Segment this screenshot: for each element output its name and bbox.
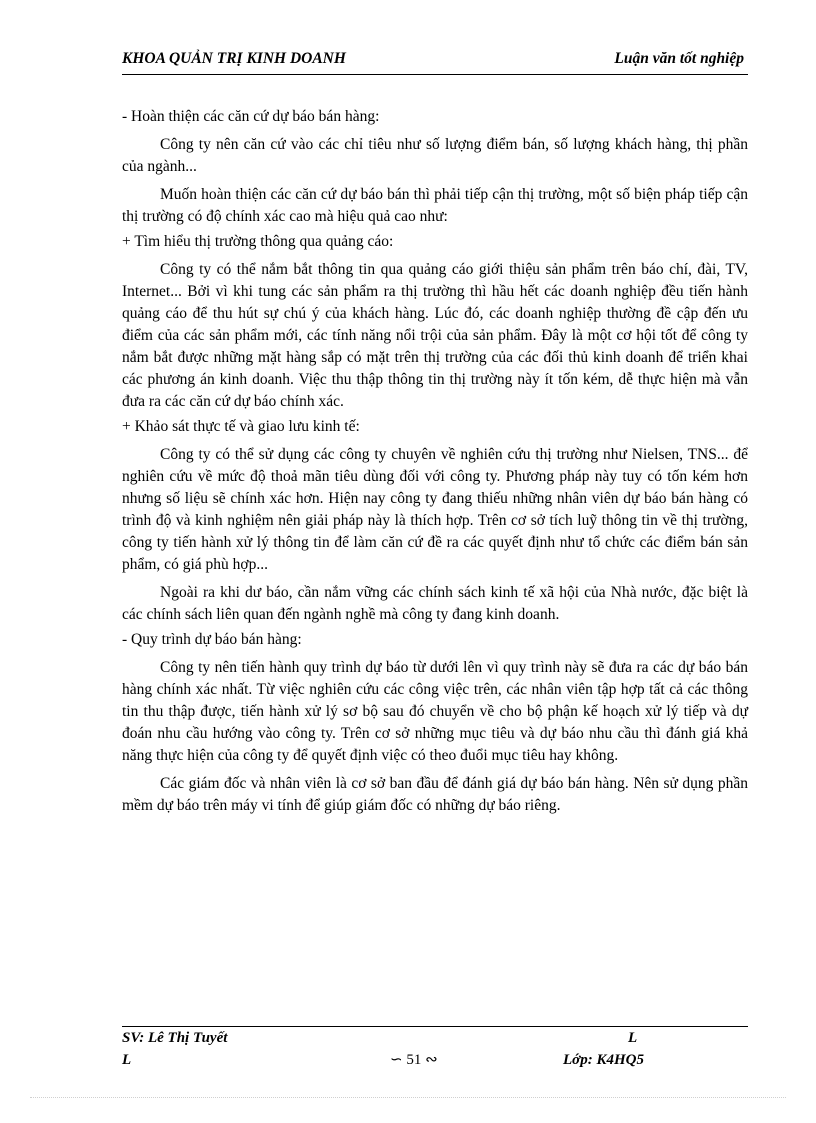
paragraph-software: Các giám đốc và nhân viên là cơ sở ban đầu để đánh giá dự báo bán hàng. Nên sử dụng phần mềm dự báo trên máy vi tính để giúp giám đốc có những dự báo riêng.	[122, 775, 748, 814]
page-number-value: 51	[406, 1052, 422, 1068]
paragraph-policy: Ngoài ra khi dư báo, cần nắm vững các chính sách kinh tế xã hội của Nhà nước, đặc biệt là các chính sách liên quan đến ngành nghề mà công ty đang kinh doanh.	[122, 584, 748, 623]
faculty-title: KHOA QUẢN TRỊ KINH DOANH	[122, 50, 346, 67]
document-body	[122, 106, 748, 817]
footer-l-right: L	[628, 1030, 638, 1046]
class-code: Lớp: K4HQ5	[563, 1052, 644, 1068]
heading-forecast-basis: - Hoàn thiện các căn cứ dự báo bán hàng:	[122, 108, 380, 125]
subheading-field-survey: + Khảo sát thực tế và giao lưu kinh tế:	[122, 418, 360, 435]
paragraph-indicators: Công ty nên căn cứ vào các chỉ tiêu như số lượng điểm bán, số lượng khách hàng, thị phần của ngành...	[122, 136, 748, 175]
paragraph-bottom-up: Công ty nên tiến hành quy trình dự báo từ dưới lên vì quy trình này sẽ đưa ra các dự báo bán hàng chính xác nhất. Từ việc nghiên cứu các công việc trên, các nhân viên tập hợp tất cả các thông tin thu thập được, tiến hành xử lý sơ bộ sau đó chuyển về cho bộ phận kế hoạch xử lý tiếp và dự đoán nhu cầu hướng vào công ty. Trên cơ sở những mục tiêu và dự báo nhu cầu thì đánh giá khả năng thực hiện của công ty để quyết định việc có theo đuổi mục tiêu hay không.	[122, 659, 748, 764]
page-edge-dotted-line	[30, 1097, 786, 1098]
page-number	[390, 1050, 438, 1069]
paragraph-advertising: Công ty có thể nắm bắt thông tin qua quảng cáo giới thiệu sản phẩm trên báo chí, đài, TV, Internet... Bởi vì khi tung các sản phẩm ra thị trường thì hầu hết các doanh nghiệp đều tiến hành quảng cáo để thu hút sự chú ý của khách hàng. Lúc đó, các doanh nghiệp thường đề cập đến ưu điểm của các sản phẩm mới, các tính năng nổi trội của sản phẩm. Đây là một cơ hội tốt để công ty nắm bắt được những mặt hàng sắp có mặt trên thị trường của các đối thủ kinh doanh để triển khai các phương án kinh doanh. Việc thu thập thông tin thị trường này ít tốn kém, dễ thực hiện mà vẫn đưa ra các căn cứ dự báo chính xác.	[122, 261, 748, 410]
left-ornament-icon: ∽	[390, 1052, 403, 1068]
subheading-advertising: + Tìm hiểu thị trường thông qua quảng cáo:	[122, 233, 394, 250]
heading-forecast-process: - Quy trình dự báo bán hàng:	[122, 631, 302, 648]
document-type: Luận văn tốt nghiệp	[614, 50, 744, 67]
paragraph-market-approach: Muốn hoàn thiện các căn cứ dự báo bán thì phải tiếp cận thị trường, một số biện pháp tiếp cận thị trường có độ chính xác cao mà hiệu quả cao như:	[122, 186, 748, 225]
right-ornament-icon: ∾	[425, 1052, 438, 1068]
page-header	[122, 46, 748, 75]
student-name: SV: Lê Thị Tuyết	[122, 1030, 228, 1046]
footer-l-left: L	[122, 1052, 132, 1068]
paragraph-field-survey: Công ty có thể sử dụng các công ty chuyên về nghiên cứu thị trường như Nielsen, TNS... để nghiên cứu về mức độ thoả mãn tiêu dùng đối với công ty. Phương pháp này tuy có tốn kém hơn nhưng số liệu sẽ chính xác hơn. Hiện nay công ty đang thiếu những nhân viên dự báo bán hàng có trình độ và kinh nghiệm nên giải pháp này là thích hợp. Trên cơ sở tích luỹ thông tin về thị trường, công ty tiến hành xử lý thông tin để làm căn cứ đề ra các quyết định như tổ chức các điểm bán sản phẩm, có giá phù hợp...	[122, 446, 748, 573]
footer-divider	[122, 1026, 748, 1027]
page-footer	[122, 1028, 748, 1078]
